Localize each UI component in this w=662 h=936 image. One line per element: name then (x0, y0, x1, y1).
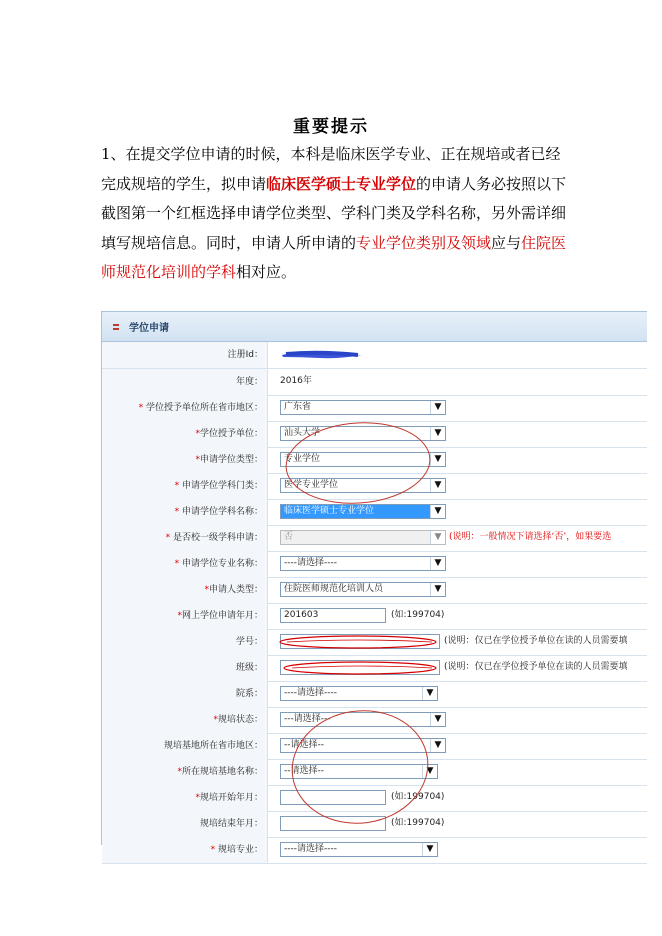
notice-paragraph (101, 140, 571, 288)
apply-month-input[interactable]: 201603 (280, 608, 386, 623)
first-level-note: (说明：一般情况下请选择‘否’，如果要选 (449, 532, 612, 542)
label-apply-month: *网上学位申请年月： (102, 603, 268, 629)
label-first-level: * 是否校一级学科申请： (102, 525, 268, 551)
label-year: 年度： (102, 369, 268, 395)
student-no-note: (说明：仅已在学位授予单位在读的人员需要填 (444, 636, 628, 646)
label-degree-province: * 学位授予单位所在省市地区： (102, 395, 268, 421)
base-name-select[interactable]: --请选择-- ▼ (280, 764, 438, 779)
chevron-down-icon: ▼ (430, 739, 445, 752)
para-text-4: 相对应。 (236, 263, 297, 281)
chevron-down-icon: ▼ (430, 557, 445, 570)
redaction-scribble-class (292, 666, 432, 668)
para-emphasis-discipline: 住院医师规范化培训的学科 (101, 233, 567, 281)
chevron-down-icon: ▼ (430, 713, 445, 726)
department-select[interactable]: ----请选择---- ▼ (280, 686, 438, 701)
label-discipline-name: * 申请学位学科名称： (102, 499, 268, 525)
label-discipline-category: * 申请学位学科门类： (102, 473, 268, 499)
chevron-down-icon: ▼ (430, 479, 445, 492)
chevron-down-icon: ▼ (430, 505, 445, 518)
discipline-name-select[interactable]: 临床医学硕士专业学位 ▼ (280, 504, 446, 519)
label-training-major: * 规培专业： (102, 837, 268, 863)
label-training-end: 规培结束年月： (102, 811, 268, 837)
para-emphasis-degree: 临床医学硕士专业学位 (266, 174, 417, 193)
panel-title: 学位申请 (129, 323, 169, 334)
label-student-no: 学号： (102, 629, 268, 655)
label-degree-type: *申请学位类型： (102, 447, 268, 473)
chevron-down-icon: ▼ (422, 687, 437, 700)
label-degree-unit: *学位授予单位： (102, 421, 268, 447)
base-province-select[interactable]: --请选择-- ▼ (280, 738, 446, 753)
chevron-down-icon: ▼ (430, 583, 445, 596)
red-annotation-overlay (102, 312, 647, 845)
degree-application-screenshot (101, 311, 647, 855)
class-note: (说明：仅已在学位授予单位在读的人员需要填 (444, 662, 628, 672)
training-status-select[interactable]: ---请选择--- ▼ (280, 712, 446, 727)
label-department: 院系： (102, 681, 268, 707)
training-start-hint: (如:199704) (391, 792, 445, 802)
chevron-down-icon: ▼ (422, 843, 437, 856)
redaction-oval-class (284, 662, 436, 674)
label-base-name: *所在规培基地名称： (102, 759, 268, 785)
red-circle-degree-fields (283, 418, 432, 508)
redaction-scribble-student-no (287, 640, 432, 642)
para-text-3: 应与 (491, 233, 522, 252)
training-end-hint: (如:199704) (391, 818, 445, 828)
label-applicant-type: *申请人类型： (102, 577, 268, 603)
label-register-id: 注册Id： (102, 342, 268, 368)
chevron-down-icon: ▼ (430, 531, 445, 544)
document-title: 重要提示 (293, 117, 369, 137)
apply-month-hint: (如:199704) (391, 610, 445, 620)
label-major-name: * 申请学位专业名称： (102, 551, 268, 577)
first-level-select[interactable]: 否 ▼ (280, 530, 446, 545)
degree-type-select[interactable]: 专业学位 ▼ (280, 452, 446, 467)
chevron-down-icon: ▼ (430, 401, 445, 414)
degree-province-select[interactable]: 广东省 ▼ (280, 400, 446, 415)
label-base-province: 规培基地所在省市地区： (102, 733, 268, 759)
redaction-oval-student-no (280, 636, 436, 648)
chevron-down-icon: ▼ (430, 453, 445, 466)
red-circle-training-fields (285, 702, 435, 832)
label-training-start: *规培开始年月： (102, 785, 268, 811)
chevron-down-icon: ▼ (430, 427, 445, 440)
para-text-1: 1、在提交学位申请的时候，本科是临床医学专业、正在规培或者已经完成规培的学生，拟申请 (101, 145, 561, 193)
applicant-type-select[interactable]: 住院医师规范化培训人员 ▼ (280, 582, 446, 597)
para-text-2: 的申请人务必按照以下截图第一个红框选择申请学位类型、学科门类及学科名称，另外需详细填写规培信息。同时，申请人所申请的 (101, 174, 567, 252)
discipline-category-select[interactable]: 医学专业学位 ▼ (280, 478, 446, 493)
chevron-down-icon: ▼ (422, 765, 437, 778)
year-value: 2016年 (280, 376, 312, 386)
major-name-select[interactable]: ----请选择---- ▼ (280, 556, 446, 571)
degree-unit-select[interactable]: 汕头大学 ▼ (280, 426, 446, 441)
label-training-status: *规培状态： (102, 707, 268, 733)
label-class: 班级： (102, 655, 268, 681)
para-emphasis-category: 专业学位类别及领域 (356, 233, 492, 252)
training-major-select[interactable]: ----请选择---- ▼ (280, 842, 438, 857)
